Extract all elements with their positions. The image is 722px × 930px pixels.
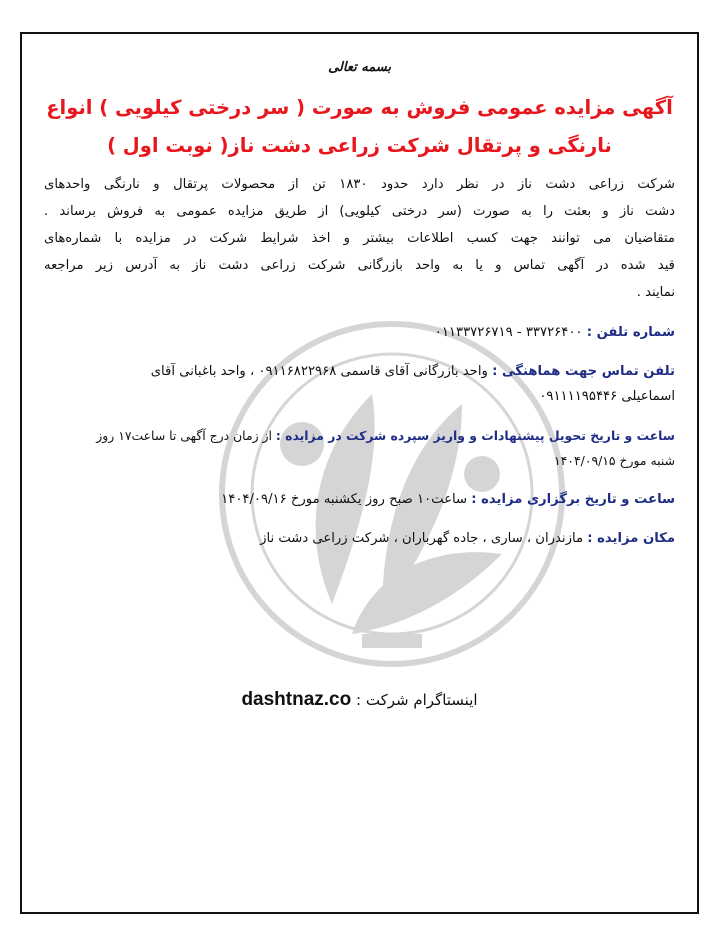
auction-time-value: ساعت۱۰ صبح روز یکشنبه مورخ ۱۴۰۴/۰۹/۱۶: [221, 492, 468, 507]
notice-title: [44, 89, 675, 165]
instagram-label: اینستاگرام شرکت :: [356, 691, 478, 709]
place-label: مکان مزایده :: [587, 531, 675, 546]
intro-line-4: قید شده در آگهی تماس و یا به واحد بازرگانی شرکت زراعی دشت ناز به آدرس زیر مراجعه: [44, 258, 675, 273]
intro-line-2: دشت ناز و بعثت را به صورت (سر درختی کیلویی) از طریق مزایده عمومی به فروش برساند .: [44, 204, 675, 219]
phone-value: ۳۳۷۲۶۴۰۰ - ۰۱۱۳۳۷۲۶۷۱۹: [434, 325, 583, 340]
coordination-row: [44, 359, 675, 409]
intro-paragraph: [44, 171, 675, 306]
intro-line-5: نمایند .: [636, 285, 675, 300]
deadline-value-line-2: شنبه مورخ ۱۴۰۴/۰۹/۱۵: [554, 453, 675, 468]
notice-content: [44, 60, 675, 551]
phone-label: شماره تلفن :: [586, 325, 675, 340]
notice-frame: [20, 32, 699, 914]
coordination-label: تلفن تماس جهت هماهنگی :: [492, 364, 675, 379]
bismillah: بسمه تعالی: [328, 60, 391, 75]
deadline-row: [44, 423, 675, 473]
coordination-value-line-2: اسماعیلی ۰۹۱۱۱۱۹۵۴۴۶: [539, 389, 675, 404]
notice-title-line-2: نارنگی و پرتقال شرکت زراعی دشت ناز( نوبت اول ): [107, 134, 612, 157]
place-row: [44, 526, 675, 551]
instagram-row: [22, 689, 697, 711]
deadline-label: ساعت و تاریخ تحویل پیشنهادات و واریز سپرده شرکت در مزایده :: [275, 428, 675, 443]
auction-time-label: ساعت و تاریخ برگزاری مزایده :: [471, 492, 675, 507]
notice-title-line-1: آگهی مزایده عمومی فروش به صورت ( سر درختی کیلویی ) انواع: [46, 96, 673, 119]
instagram-handle: dashtnaz.co: [241, 689, 352, 710]
auction-time-row: [44, 487, 675, 512]
intro-line-3: متقاضیان می توانند جهت کسب اطلاعات بیشتر و اخذ شرایط شرکت در مزایده با شماره‌های: [44, 231, 675, 246]
deadline-value-line-1: از زمان درج آگهی تا ساعت۱۷ روز: [96, 428, 272, 443]
intro-line-1: شرکت زراعی دشت ناز در نظر دارد حدود ۱۸۳۰ تن از محصولات پرتقال و نارنگی واحدهای: [44, 177, 675, 192]
coordination-value-line-1: واحد بازرگانی آقای قاسمی ۰۹۱۱۶۸۲۲۹۶۸ ، واحد باغبانی آقای: [150, 364, 488, 379]
place-value: مازندران ، ساری ، جاده گهرباران ، شرکت زراعی دشت ناز: [260, 531, 584, 546]
phone-row: [44, 320, 675, 345]
